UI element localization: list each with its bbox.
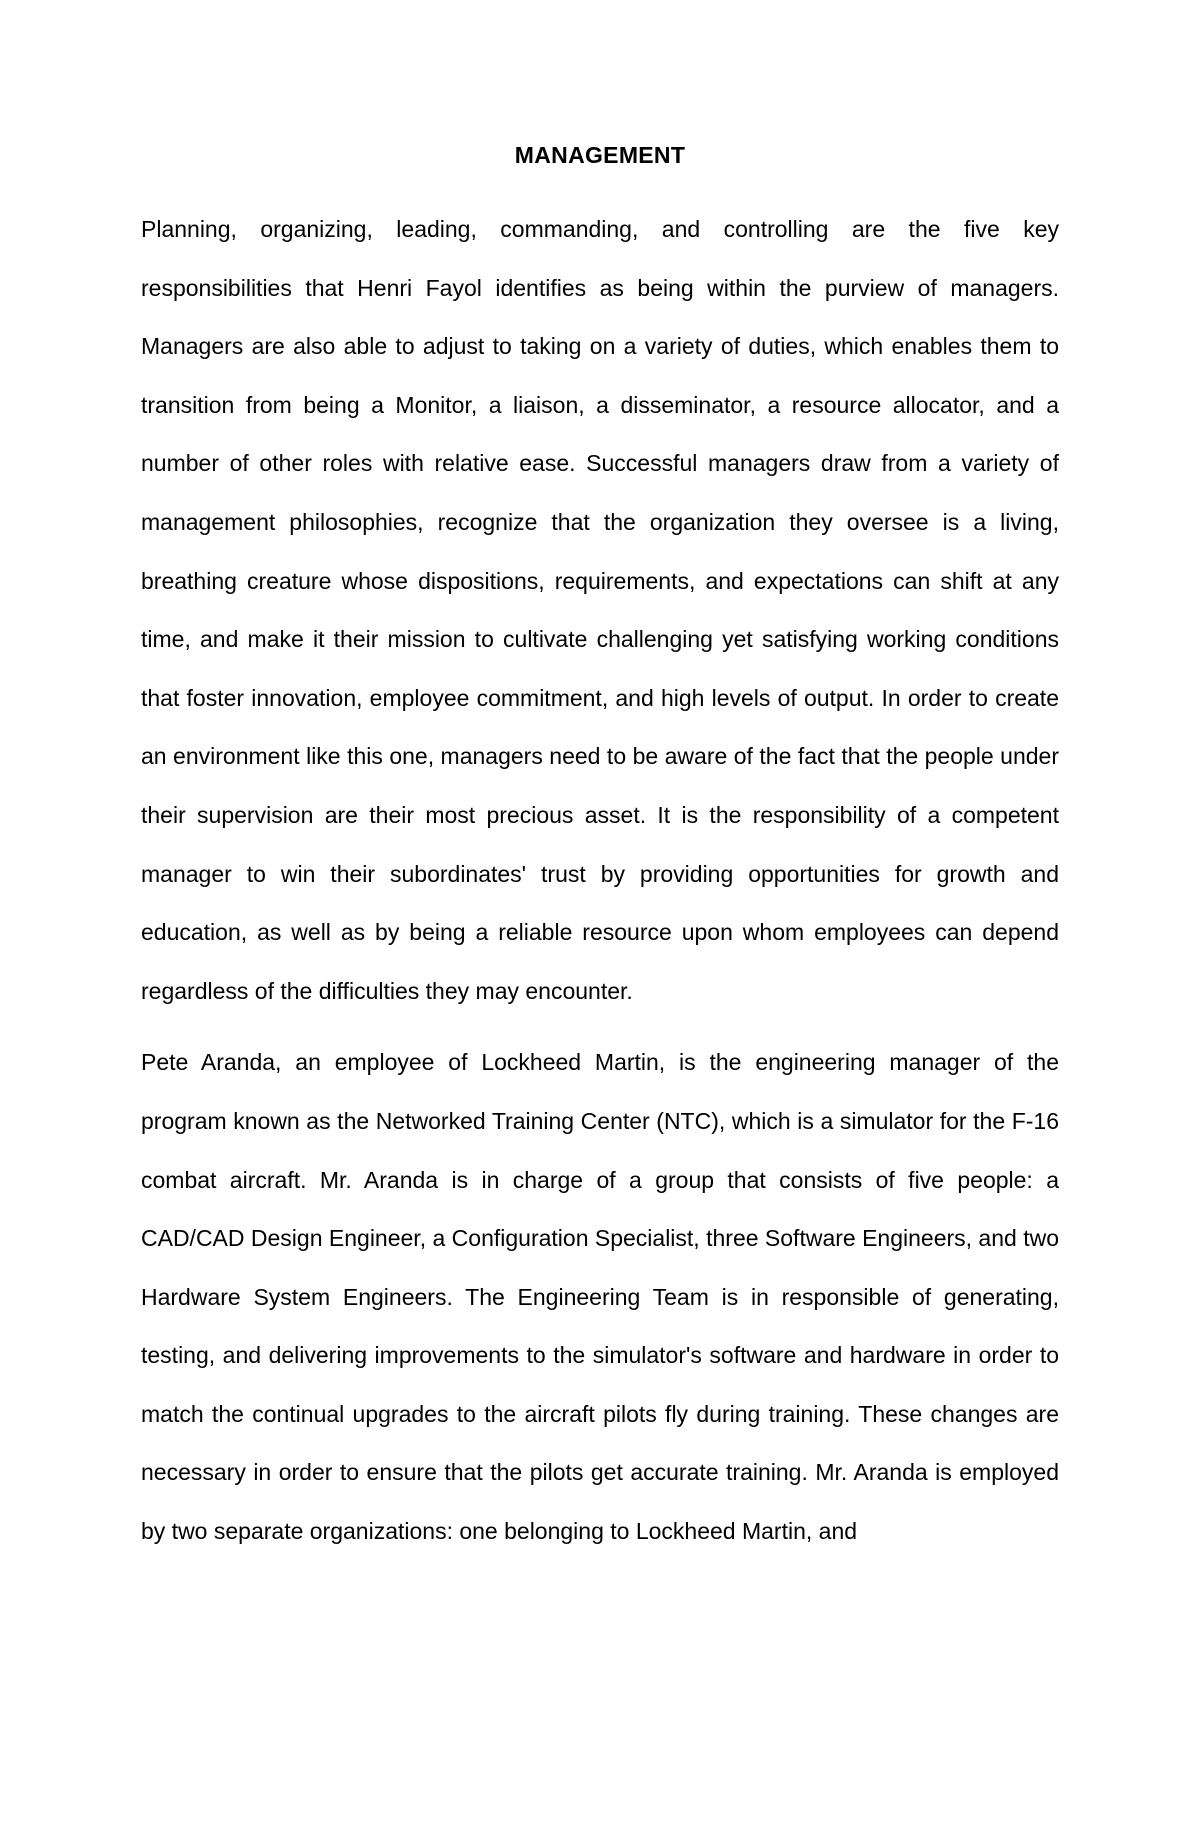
document-title: MANAGEMENT	[514, 142, 686, 168]
paragraph: Planning, organizing, leading, commanding, and controlling are the five key responsibilities that Henri Fayol identifies as being within the purview of managers. Managers are also able to adjust to taking on a variety of duties, which enables them to transition from being a Monitor, a liaison, a disseminator, a resource allocator, and a number of other roles with relative ease. Successful managers draw from a variety of management philosophies, recognize that the organization they oversee is a living, breathing creature whose dispositions, requirements, and expectations can shift at any time, and make it their mission to cultivate challenging yet satisfying working conditions that foster innovation, employee commitment, and high levels of output. In order to create an environment like this one, managers need to be aware of the fact that the people under their supervision are their most precious asset. It is the responsibility of a competent manager to win their subordinates' trust by providing opportunities for growth and education, as well as by being a reliable resource upon whom employees can depend regardless of the difficulties they may encounter.	[141, 216, 1059, 1004]
paragraph: Pete Aranda, an employee of Lockheed Martin, is the engineering manager of the program known as the Networked Training Center (NTC), which is a simulator for the F-16 combat aircraft. Mr. Aranda is in charge of a group that consists of five people: a CAD/CAD Design Engineer, a Configuration Specialist, three Software Engineers, and two Hardware System Engineers. The Engineering Team is in responsible of generating, testing, and delivering improvements to the simulator's software and hardware in order to match the continual upgrades to the aircraft pilots fly during training. These changes are necessary in order to ensure that the pilots get accurate training. Mr. Aranda is employed by two separate organizations: one belonging to Lockheed Martin, and	[141, 1049, 1059, 1545]
document-body	[141, 200, 1059, 1561]
